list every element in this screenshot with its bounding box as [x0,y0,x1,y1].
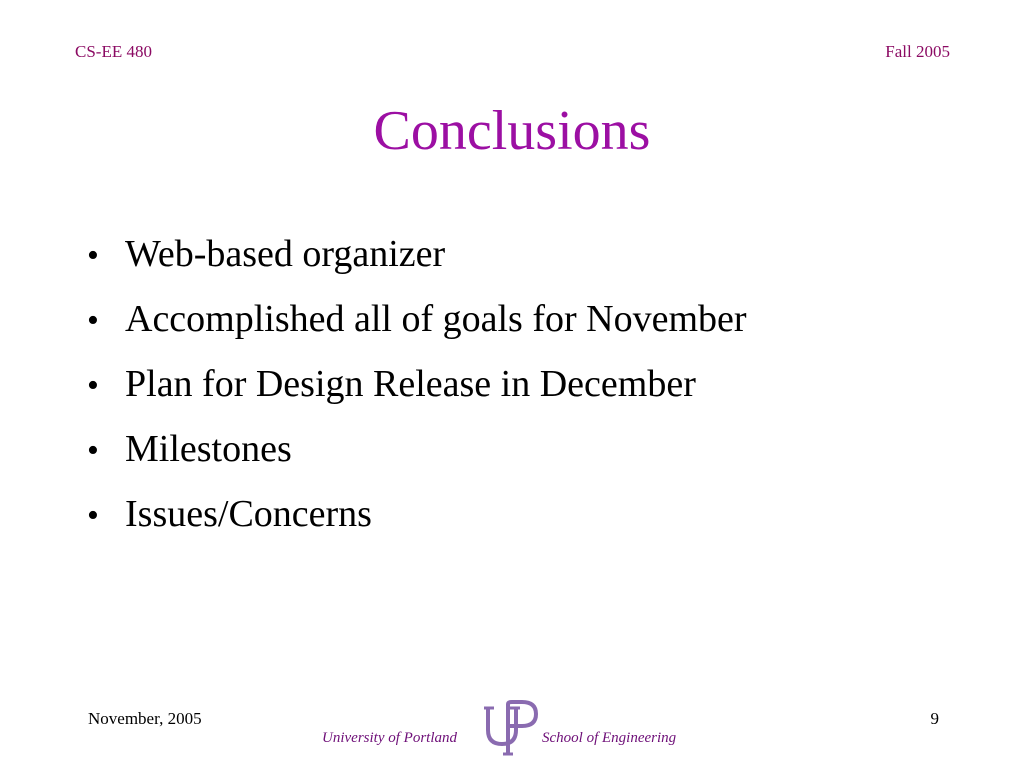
footer-university: University of Portland [322,730,457,746]
bullet-icon: • [87,367,99,404]
bullet-icon: • [87,497,99,534]
bullet-icon: • [87,302,99,339]
bullet-text: Milestones [125,428,292,470]
page-number: 9 [930,709,939,728]
header-term: Fall 2005 [885,42,950,61]
bullet-item [87,492,747,557]
bullet-text: Issues/Concerns [125,493,372,535]
slide-title: Conclusions [373,100,651,162]
bullet-item [87,297,747,362]
bullet-text: Plan for Design Release in December [125,363,696,405]
bullet-item [87,362,747,427]
footer-branding [322,700,688,756]
header-course: CS-EE 480 [75,42,152,61]
university-logo-icon [482,700,542,756]
bullet-text: Web-based organizer [125,233,446,275]
bullet-list [87,232,747,557]
footer-school: School of Engineering [542,730,677,746]
bullet-text: Accomplished all of goals for November [125,298,747,340]
bullet-item [87,232,747,297]
footer-date: November, 2005 [88,709,202,728]
bullet-item [87,427,747,492]
bullet-icon: • [87,432,99,469]
bullet-icon: • [87,237,99,274]
